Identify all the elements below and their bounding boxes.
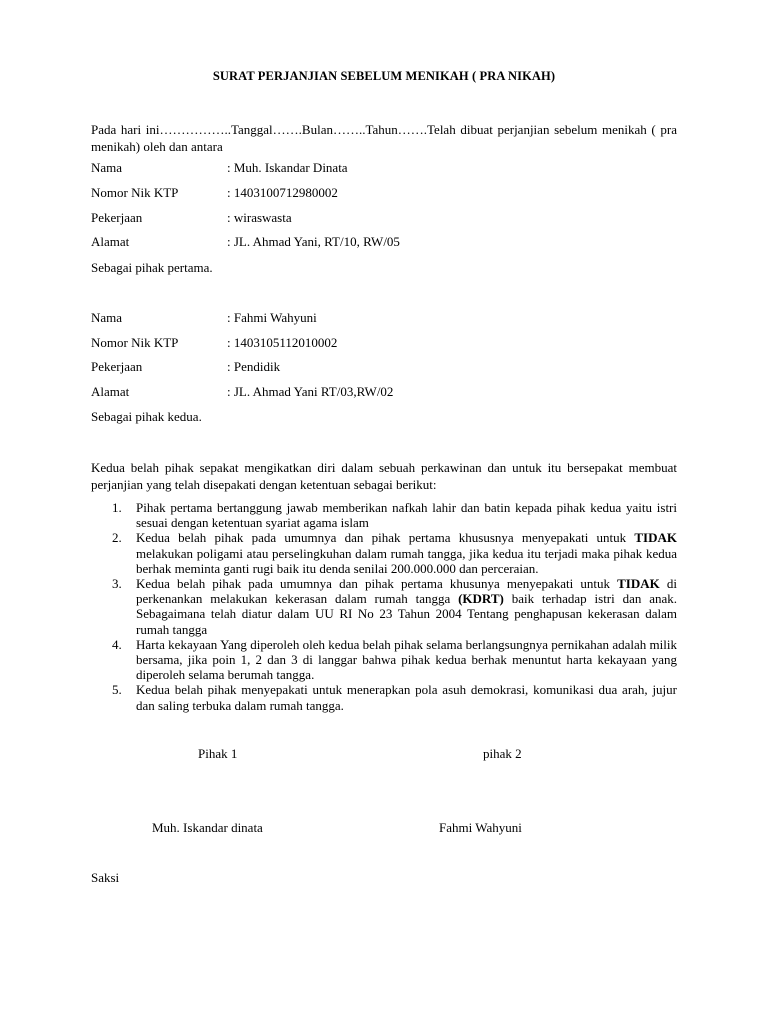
signature-name-party1: Muh. Iskandar dinata bbox=[152, 820, 263, 835]
clause-text: Pihak pertama bertanggung jawab memberikan nafkah lahir dan batin kepada pihak kedua yaitu istri sesuai dengan ketentuan syariat agama islam bbox=[136, 500, 677, 531]
party2-row-address bbox=[91, 383, 677, 401]
clause-text: Kedua belah pihak pada umumnya dan pihak pertama khusunya menyepakati untuk bbox=[136, 576, 618, 592]
clause-emphasis: TIDAK bbox=[617, 576, 660, 592]
clause-item bbox=[91, 682, 677, 712]
clause-text: di perkenankan melakukan kekerasan dalam rumah tangga bbox=[136, 576, 677, 607]
field-label: Nomor Nik KTP bbox=[91, 185, 179, 200]
agreement-intro: Kedua belah pihak sepakat mengikatkan diri dalam sebuah perkawinan dan untuk itu bersepakat membuat perjanjian yang telah disepakati dengan ketentuan sebagai berikut: bbox=[91, 460, 677, 492]
field-value: : Fahmi Wahyuni bbox=[227, 310, 317, 325]
field-value: : Pendidik bbox=[227, 359, 281, 374]
clause-number: 3. bbox=[112, 576, 122, 592]
party2-row-nik bbox=[91, 334, 677, 352]
clause-emphasis: (KDRT) bbox=[458, 591, 504, 607]
party1-row-address bbox=[91, 233, 677, 251]
clause-text: melakukan poligami atau perselingkuhan dalam rumah tangga, jika kedua itu terjadi maka pihak kedua berhak meminta ganti rugi baik itu denda senilai 200.000.000 dan perceraian. bbox=[136, 545, 677, 576]
field-value: : 1403100712980002 bbox=[227, 185, 338, 200]
field-label: Pekerjaan bbox=[91, 210, 143, 225]
clause-emphasis: TIDAK bbox=[634, 530, 677, 546]
signature-title-party2: pihak 2 bbox=[483, 746, 522, 761]
clause-item bbox=[91, 500, 677, 530]
clause-number: 2. bbox=[112, 530, 122, 546]
clause-text: Harta kekayaan Yang diperoleh oleh kedua belah pihak selama berlangsungnya pernikahan adalah milik bersama, jika poin 1, 2 dan 3 di langgar bahwa pihak kedua berhak menuntut harta kekayaan yang diperoleh selama berumah tangga. bbox=[136, 636, 677, 683]
signature-name-party2: Fahmi Wahyuni bbox=[439, 820, 522, 835]
clause-number: 5. bbox=[112, 682, 122, 698]
party2-row-job bbox=[91, 358, 677, 376]
field-value: : JL. Ahmad Yani, RT/10, RW/05 bbox=[227, 234, 400, 249]
field-label: Alamat bbox=[91, 234, 130, 249]
clause-item bbox=[91, 637, 677, 683]
party1-row-job bbox=[91, 209, 677, 227]
field-label: Nomor Nik KTP bbox=[91, 335, 179, 350]
clause-text: baik terhadap istri dan anak. Sebagaimana telah diatur dalam UU RI No 23 Tahun 2004 Tentang penghapusan kekerasan dalam rumah tangga bbox=[136, 591, 677, 637]
clause-list bbox=[91, 500, 677, 713]
intro-paragraph: Pada hari ini……………..Tanggal…….Bulan……..Tahun…….Telah dibuat perjanjian sebelum menikah ( pra menikah) oleh dan antara bbox=[91, 122, 677, 154]
clause-item bbox=[91, 530, 677, 576]
signature-title-party1: Pihak 1 bbox=[198, 746, 238, 761]
witness-label: Saksi bbox=[91, 870, 120, 885]
clause-text: Kedua belah pihak menyepakati untuk menerapkan pola asuh demokrasi, komunikasi dua arah, jujur dan saling terbuka dalam rumah tangga. bbox=[136, 682, 677, 713]
field-value: : JL. Ahmad Yani RT/03,RW/02 bbox=[227, 384, 394, 399]
party1-row-nik bbox=[91, 184, 677, 202]
field-label: Nama bbox=[91, 160, 123, 175]
field-value: : wiraswasta bbox=[227, 210, 292, 225]
party1-role: Sebagai pihak pertama. bbox=[91, 260, 213, 275]
party2-role: Sebagai pihak kedua. bbox=[91, 409, 202, 424]
field-label: Alamat bbox=[91, 384, 130, 399]
party1-row-name bbox=[91, 159, 677, 177]
field-value: : Muh. Iskandar Dinata bbox=[227, 160, 348, 175]
clause-number: 4. bbox=[112, 636, 122, 652]
clause-text: Kedua belah pihak pada umumnya dan pihak pertama khususnya menyepakati untuk bbox=[136, 530, 635, 546]
field-value: : 1403105112010002 bbox=[227, 335, 338, 350]
field-label: Nama bbox=[91, 310, 123, 325]
clause-item bbox=[91, 576, 677, 637]
party2-row-name bbox=[91, 309, 677, 327]
clause-number: 1. bbox=[112, 500, 122, 515]
field-label: Pekerjaan bbox=[91, 359, 143, 374]
document-title: SURAT PERJANJIAN SEBELUM MENIKAH ( PRA NIKAH) bbox=[212, 69, 556, 83]
